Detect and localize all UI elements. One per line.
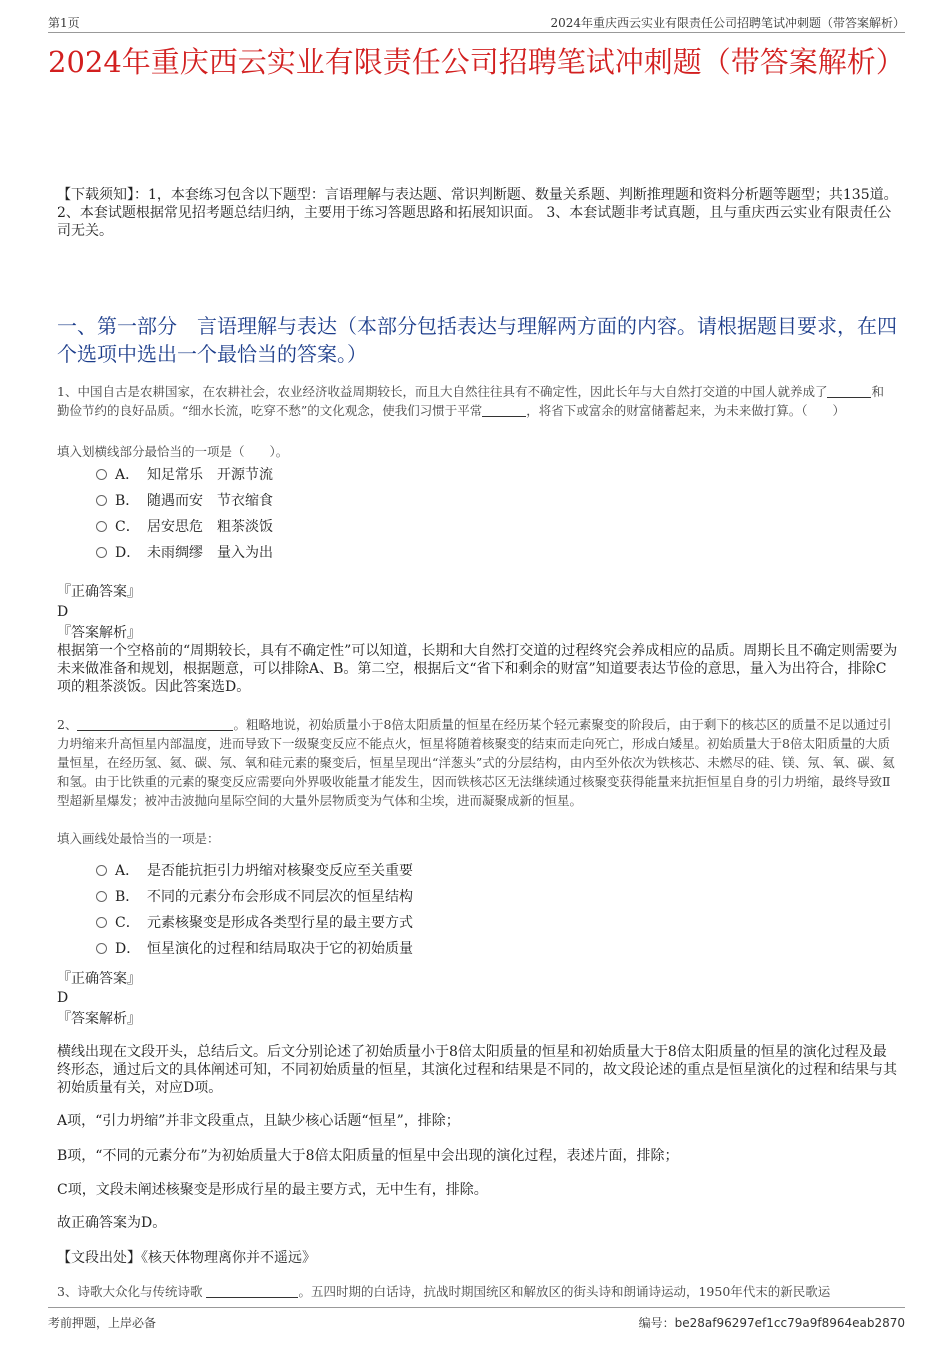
question-text: 。五四时期的白话诗，抗战时期国统区和解放区的街头诗和朗诵诗运动，1950年代末的新民歌运 — [298, 1284, 831, 1299]
question-text: 。粗略地说，初始质量小于8倍太阳质量的恒星在经历某个轻元素聚变的阶段后，由于剩下的核芯区的质量不足以通过引力坍缩来升高恒星内部温度，进而导致下一级聚变反应不能点火，恒星将随着核聚变的结束而走向死亡，形成白矮星。初始质量大于8倍太阳质量的大质量恒星，在经历氢、氦、碳、氖、氧和硅元素的聚变后，恒星呈现出“洋葱头”式的分层结构，由内至外依次为铁核芯、未燃尽的硅、镁、氖、氧、碳、氦和氢。由于比铁重的元素的聚变反应需要向外界吸收能量才能发生，因而铁核芯区无法继续通过核聚变获得能量来抗拒恒星自身的引力坍缩，最终导致Ⅱ型超新星爆发；被冲击波抛向星际空间的大量外层物质变为气体和尘埃，进而凝聚成新的恒星。 — [57, 717, 895, 808]
radio-icon[interactable] — [96, 547, 107, 558]
analysis-text: 横线出现在文段开头，总结后文。后文分别论述了初始质量小于8倍太阳质量的恒星和初始质量大于8倍太阳质量的恒星的演化过程及最终形态，通过后文的具体阐述可知，不同初始质量的恒星，其演化过程和结果是不同的，故文段论述的重点是恒星演化的过程和结果与其初始质量有关，对应D项。 — [57, 1044, 897, 1096]
page-number: 第1页 — [48, 16, 80, 30]
radio-icon[interactable] — [96, 917, 107, 928]
fill-blank — [827, 384, 871, 398]
analysis-option-b: B项，“不同的元素分布”为初始质量大于8倍太阳质量的恒星中会出现的演化过程，表述片面，排除； — [57, 1148, 679, 1164]
page-header — [48, 14, 905, 33]
correct-answer-tag: 『正确答案』 — [57, 584, 141, 600]
download-notice: 【下载须知】：1，本套练习包含以下题型：言语理解与表达题、常识判断题、数量关系题、判断推理题和资料分析题等题型；共135道。 2、本套试题根据常见招考题总结归纳，主要用于练习答题思路和拓展知识面。 3、本套试题非考试真题，且与重庆西云实业有限责任公司无关。 — [57, 187, 898, 239]
document-code: 编号：be28af96297ef1cc79a9f8964eab2870 — [638, 1316, 905, 1330]
text-source: 【文段出处】《核天体物理离你并不遥远》 — [57, 1250, 316, 1266]
question-number: 3、 — [57, 1284, 78, 1299]
radio-icon[interactable] — [96, 469, 107, 480]
correct-answer-tag: 『正确答案』 — [57, 971, 141, 987]
question-1-prompt: 填入划横线部分最恰当的一项是（ ）。 — [57, 444, 289, 459]
fill-blank — [77, 717, 233, 731]
header-doc-title: 2024年重庆西云实业有限责任公司招聘笔试冲刺题（带答案解析） — [550, 16, 905, 30]
page-title: 2024年重庆西云实业有限责任公司招聘笔试冲刺题（带答案解析） — [48, 45, 905, 79]
analysis-text: 根据第一个空格前的“周期较长，具有不确定性”可以知道，长期和大自然打交道的过程终究会养成相应的品质。周期长且不确定则需要为未来做准备和规划，根据题意，可以排除A、B。第二空，根据后文“省下和剩余的财富”知道要表达节俭的意思，量入为出符合，排除C项的粗茶淡饭。因此答案选D。 — [57, 643, 898, 695]
question-3-stem — [57, 1282, 895, 1301]
question-text: 中国自古是农耕国家，在农耕社会，农业经济收益周期较长，而且大自然往往具有不确定性，因此长年与大自然打交道的中国人就养成了 — [77, 384, 828, 399]
analysis-tag: 『答案解析』 — [57, 1011, 141, 1027]
footer-slogan: 考前押题，上岸必备 — [48, 1316, 157, 1330]
correct-answer: D — [57, 990, 69, 1006]
analysis-option-a: A项，“引力坍缩”并非文段重点，且缺少核心话题“恒星”，排除； — [57, 1113, 460, 1129]
section-heading: 一、第一部分 言语理解与表达（本部分包括表达与理解两方面的内容。请根据题目要求，在四个选项中选出一个最恰当的答案。） — [57, 314, 897, 366]
question-number: 2、 — [57, 717, 78, 732]
analysis-tag: 『答案解析』 — [57, 625, 141, 641]
option-c[interactable]: C． 元素核聚变是形成各类型行星的最主要方式 — [96, 910, 413, 936]
page-footer — [48, 1307, 905, 1330]
option-d[interactable]: D． 恒星演化的过程和结局取决于它的初始质量 — [96, 936, 413, 962]
correct-answer: D — [57, 604, 69, 620]
option-d[interactable]: D． 未雨绸缪 量入为出 — [96, 540, 273, 566]
option-b[interactable]: B． 随遇而安 节衣缩食 — [96, 488, 273, 514]
option-c[interactable]: C． 居安思危 粗茶淡饭 — [96, 514, 273, 540]
question-2-prompt: 填入画线处最恰当的一项是： — [57, 831, 220, 846]
question-text: ，将省下或富余的财富储蓄起来，为未来做打算。（ ） — [526, 403, 846, 418]
question-1-options — [96, 462, 273, 566]
analysis-option-c: C项，文段未阐述核聚变是形成行星的最主要方式，无中生有，排除。 — [57, 1182, 488, 1198]
fill-blank — [482, 403, 526, 417]
radio-icon[interactable] — [96, 891, 107, 902]
option-a[interactable]: A． 知足常乐 开源节流 — [96, 462, 273, 488]
question-1-stem — [57, 382, 895, 420]
question-text: 和勤俭节约的良好品质。“细水长流，吃穿不愁”的文化观念，使我们习惯于平常 — [57, 384, 884, 418]
radio-icon[interactable] — [96, 943, 107, 954]
question-2-options — [96, 858, 413, 962]
radio-icon[interactable] — [96, 495, 107, 506]
analysis-conclusion: 故正确答案为D。 — [57, 1215, 167, 1231]
option-b[interactable]: B． 不同的元素分布会形成不同层次的恒星结构 — [96, 884, 413, 910]
question-text: 诗歌大众化与传统诗歌 — [77, 1284, 203, 1299]
question-number: 1、 — [57, 384, 78, 399]
question-2-stem — [57, 715, 895, 810]
radio-icon[interactable] — [96, 521, 107, 532]
radio-icon[interactable] — [96, 865, 107, 876]
fill-blank — [206, 1284, 298, 1298]
option-a[interactable]: A． 是否能抗拒引力坍缩对核聚变反应至关重要 — [96, 858, 413, 884]
